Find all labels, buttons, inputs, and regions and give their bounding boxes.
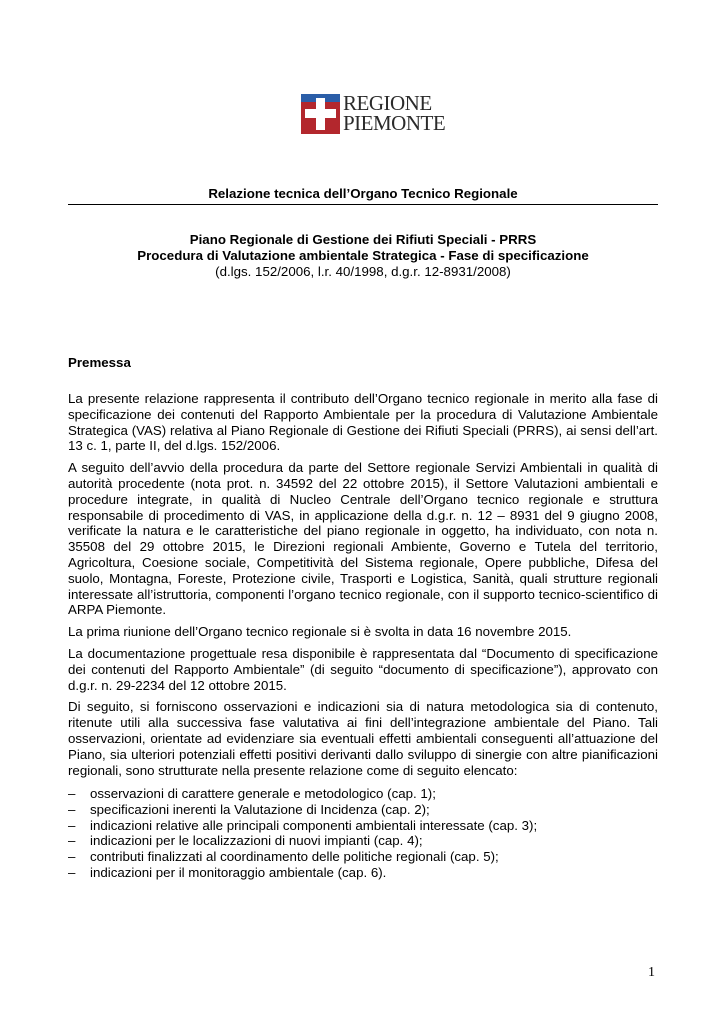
plan-heading (68, 232, 658, 280)
dash-bullet: – (68, 864, 76, 880)
list-item (68, 818, 658, 834)
dash-bullet: – (68, 817, 76, 833)
dash-bullet: – (68, 849, 76, 865)
list-item-text: osservazioni di carattere generale e metodologico (cap. 1); (90, 786, 436, 801)
list-item-text: indicazioni relative alle principali componenti ambientali interessate (cap. 3); (90, 817, 538, 833)
paragraph: A seguito dell’avvio della procedura da parte del Settore regionale Servizi Ambientali in qualità di autorità procedente (nota prot. n. 34592 del 22 ottobre 2015), il Settore Valutazioni ambientali e procedure integrate, in qualità di Nucleo Centrale dell’Organo tecnico regionale e struttura responsabile di procedimento di VAS, in applicazione della d.g.r. n. 12 – 8931 del 9 giugno 2008, verificate la natura e le caratteristiche del piano regionale in oggetto, ha individuato, con nota n. 35508 del 29 ottobre 2015, le Direzioni regionali Ambiente, Governo e Tutela del territorio, Agricoltura, Coesione sociale, Competitività del Sistema regionale, Opere pubbliche, Difesa del suolo, Montagna, Foreste, Protezione civile, Trasporti e Logistica, Sanità, quali strutture regionali interessate all’istruttoria, componenti l’organo tecnico regionale, con il supporto tecnico-scientifico di ARPA Piemonte. (68, 460, 658, 618)
dash-bullet: – (68, 786, 76, 801)
list-item-text: indicazioni per il monitoraggio ambientale (cap. 6). (90, 864, 387, 880)
dash-bullet: – (68, 801, 76, 817)
title-divider (68, 204, 658, 205)
paragraph: La presente relazione rappresenta il contributo dell’Organo tecnico regionale in merito alla fase di specificazione dei contenuti del Rapporto Ambientale per la procedura di Valutazione Ambientale Strategica (VAS) relativa al Piano Regionale di Gestione dei Rifiuti Speciali (PRRS), ai sensi dell’art. 13 c. 1, parte II, del d.lgs. 152/2006. (68, 391, 658, 454)
logo-text (343, 93, 445, 133)
list-item (68, 802, 658, 818)
list-item (68, 833, 658, 849)
paragraph: La prima riunione dell’Organo tecnico regionale si è svolta in data 16 novembre 2015. (68, 624, 572, 640)
dash-bullet: – (68, 833, 76, 849)
list-item (68, 849, 658, 865)
piedmont-cross-emblem-icon (301, 94, 340, 134)
logo-line-1: REGIONE (343, 91, 432, 115)
list-item-text: contributi finalizzati al coordinamento delle politiche regionali (cap. 5); (90, 849, 499, 865)
paragraph: Di seguito, si forniscono osservazioni e indicazioni sia di natura metodologica sia di contenuto, ritenute utili alla successiva fase valutativa ai fini dell’integrazione ambientale del Piano. Tali osservazioni, orientate ad evidenziare sia eventuali effetti ambientali conseguenti all’attuazione del Piano, sia ulteriori potenziali effetti positivi derivanti dallo sviluppo di sinergie con altre pianificazioni regionali, sono strutturate nella presente relazione come di seguito elencato: (68, 699, 658, 778)
page-number: 1 (648, 965, 655, 980)
list-item-text: indicazioni per le localizzazioni di nuovi impianti (cap. 4); (90, 833, 423, 849)
regione-piemonte-logo (301, 91, 446, 135)
section-title: Premessa (68, 355, 131, 370)
body-text (68, 391, 658, 784)
logo-line-2: PIEMONTE (343, 111, 446, 135)
plan-title: Piano Regionale di Gestione dei Rifiuti Speciali - PRRS (189, 232, 537, 247)
procedure-title: Procedura di Valutazione ambientale Strategica - Fase di specificazione (137, 248, 589, 263)
document-title: Relazione tecnica dell’Organo Tecnico Regionale (208, 186, 518, 201)
paragraph: La documentazione progettuale resa disponibile è rappresentata dal “Documento di specificazione dei contenuti del Rapporto Ambientale” (di seguito “documento di specificazione”), approvato con d.g.r. n. 29-2234 del 12 ottobre 2015. (68, 645, 658, 693)
list-item (68, 865, 658, 881)
legal-references: (d.lgs. 152/2006, l.r. 40/1998, d.g.r. 12-8931/2008) (215, 264, 511, 279)
chapter-list (68, 786, 658, 881)
list-item-text: specificazioni inerenti la Valutazione di Incidenza (cap. 2); (90, 801, 430, 817)
list-item (68, 786, 658, 802)
